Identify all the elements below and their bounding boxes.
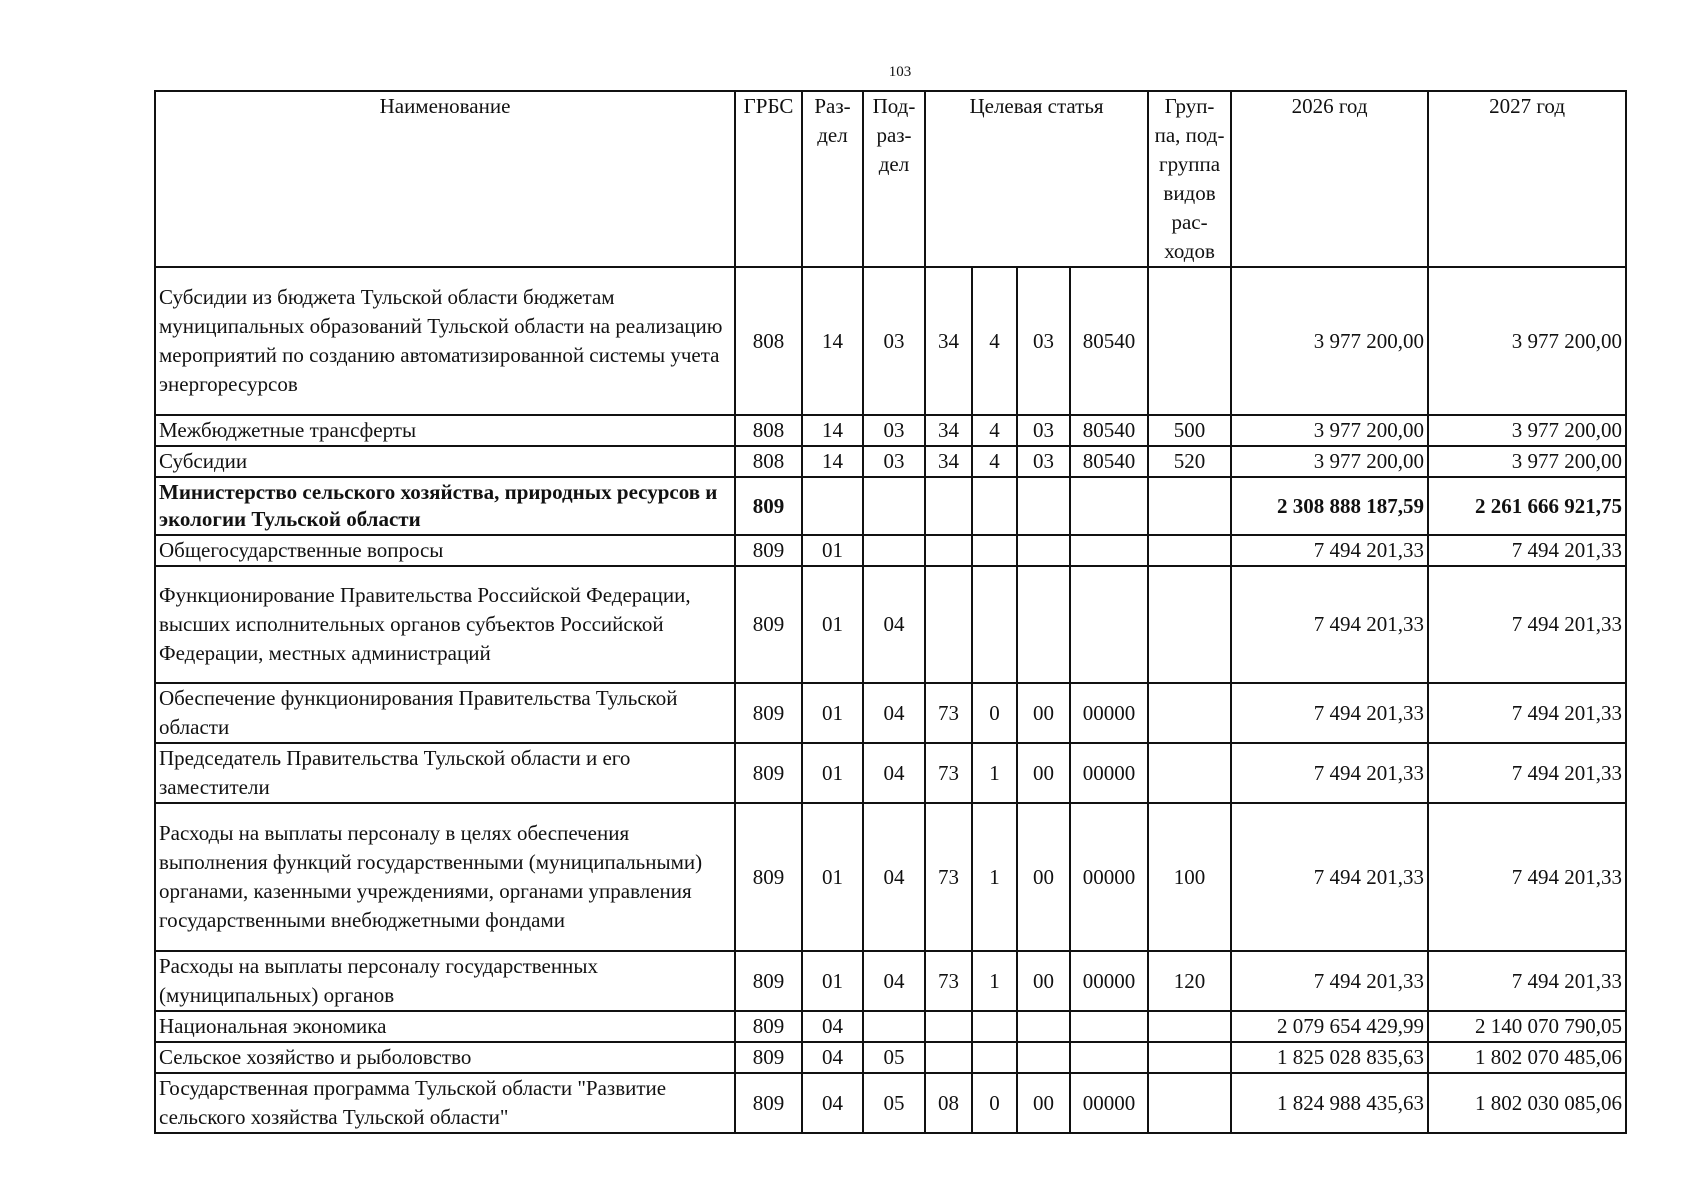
table-row xyxy=(155,951,1626,1011)
cell-vr: 520 xyxy=(1148,446,1231,477)
cell-rz: 01 xyxy=(802,566,863,683)
table-row xyxy=(155,415,1626,446)
cell-y2027: 7 494 201,33 xyxy=(1428,743,1626,803)
cell-cs4: 00000 xyxy=(1070,683,1148,743)
table-row xyxy=(155,477,1626,535)
cell-vr xyxy=(1148,743,1231,803)
cell-name: Общегосударственные вопросы xyxy=(155,535,735,566)
cell-y2027: 7 494 201,33 xyxy=(1428,951,1626,1011)
header-2026-text: 2026 год xyxy=(1291,94,1368,118)
cell-y2026: 7 494 201,33 xyxy=(1231,566,1428,683)
cell-grbs: 809 xyxy=(735,1073,802,1133)
table-row xyxy=(155,267,1626,415)
cell-grbs: 809 xyxy=(735,1011,802,1042)
cell-cs3: 00 xyxy=(1017,743,1070,803)
cell-cs2: 4 xyxy=(972,446,1017,477)
cell-cs1: 34 xyxy=(925,446,972,477)
cell-cs1: 73 xyxy=(925,743,972,803)
cell-cs2 xyxy=(972,477,1017,535)
cell-y2026: 3 977 200,00 xyxy=(1231,446,1428,477)
cell-name: Обеспечение функционирования Правительства Тульской области xyxy=(155,683,735,743)
cell-y2026: 2 308 888 187,59 xyxy=(1231,477,1428,535)
cell-y2026: 1 825 028 835,63 xyxy=(1231,1042,1428,1073)
cell-vr: 500 xyxy=(1148,415,1231,446)
cell-vr xyxy=(1148,267,1231,415)
cell-cs4 xyxy=(1070,1042,1148,1073)
cell-cs2: 1 xyxy=(972,743,1017,803)
header-grbs xyxy=(735,91,802,267)
cell-rz: 14 xyxy=(802,415,863,446)
cell-grbs: 809 xyxy=(735,1042,802,1073)
cell-rz: 01 xyxy=(802,683,863,743)
cell-vr xyxy=(1148,535,1231,566)
cell-cs2: 0 xyxy=(972,1073,1017,1133)
header-podrazdel xyxy=(863,91,925,267)
cell-cs2 xyxy=(972,1011,1017,1042)
cell-cs1: 73 xyxy=(925,683,972,743)
cell-name: Сельское хозяйство и рыболовство xyxy=(155,1042,735,1073)
cell-pr: 03 xyxy=(863,415,925,446)
cell-rz: 01 xyxy=(802,951,863,1011)
cell-rz: 14 xyxy=(802,446,863,477)
cell-pr xyxy=(863,477,925,535)
cell-cs4: 80540 xyxy=(1070,415,1148,446)
header-name xyxy=(155,91,735,267)
table-row xyxy=(155,566,1626,683)
table-row xyxy=(155,803,1626,951)
table-row xyxy=(155,1011,1626,1042)
header-grbs-text: ГРБС xyxy=(743,94,794,118)
table-body xyxy=(155,267,1626,1133)
cell-cs3: 03 xyxy=(1017,267,1070,415)
cell-pr: 04 xyxy=(863,743,925,803)
table-row xyxy=(155,743,1626,803)
cell-y2026: 1 824 988 435,63 xyxy=(1231,1073,1428,1133)
cell-y2027: 2 261 666 921,75 xyxy=(1428,477,1626,535)
cell-rz: 04 xyxy=(802,1011,863,1042)
cell-cs1: 08 xyxy=(925,1073,972,1133)
cell-rz: 04 xyxy=(802,1042,863,1073)
cell-grbs: 809 xyxy=(735,803,802,951)
cell-cs1 xyxy=(925,1042,972,1073)
cell-y2027: 7 494 201,33 xyxy=(1428,566,1626,683)
cell-cs1: 73 xyxy=(925,803,972,951)
cell-y2026: 3 977 200,00 xyxy=(1231,415,1428,446)
cell-grbs: 809 xyxy=(735,743,802,803)
cell-y2026: 3 977 200,00 xyxy=(1231,267,1428,415)
header-celevaya xyxy=(925,91,1148,267)
header-podrazdel-text: Под- раз- дел xyxy=(872,94,916,176)
cell-cs1 xyxy=(925,535,972,566)
cell-cs1: 73 xyxy=(925,951,972,1011)
cell-pr: 04 xyxy=(863,566,925,683)
cell-pr xyxy=(863,535,925,566)
cell-cs4 xyxy=(1070,566,1148,683)
cell-cs4 xyxy=(1070,535,1148,566)
cell-y2026: 7 494 201,33 xyxy=(1231,683,1428,743)
cell-cs3 xyxy=(1017,1042,1070,1073)
cell-cs3: 00 xyxy=(1017,1073,1070,1133)
header-name-text: Наименование xyxy=(379,94,511,118)
cell-y2027: 7 494 201,33 xyxy=(1428,683,1626,743)
header-razdel xyxy=(802,91,863,267)
table-row xyxy=(155,1042,1626,1073)
cell-cs3 xyxy=(1017,1011,1070,1042)
cell-rz: 01 xyxy=(802,535,863,566)
cell-cs1 xyxy=(925,477,972,535)
cell-cs1: 34 xyxy=(925,267,972,415)
header-2027-text: 2027 год xyxy=(1489,94,1565,118)
cell-cs4: 80540 xyxy=(1070,446,1148,477)
cell-pr: 03 xyxy=(863,446,925,477)
table-row xyxy=(155,683,1626,743)
cell-rz: 04 xyxy=(802,1073,863,1133)
cell-grbs: 809 xyxy=(735,683,802,743)
cell-y2027: 7 494 201,33 xyxy=(1428,803,1626,951)
table-row xyxy=(155,1073,1626,1133)
cell-cs1: 34 xyxy=(925,415,972,446)
cell-cs3 xyxy=(1017,566,1070,683)
cell-grbs: 808 xyxy=(735,446,802,477)
cell-cs2 xyxy=(972,535,1017,566)
cell-grbs: 808 xyxy=(735,267,802,415)
cell-grbs: 809 xyxy=(735,535,802,566)
cell-cs1 xyxy=(925,566,972,683)
cell-cs2: 1 xyxy=(972,951,1017,1011)
cell-cs4: 00000 xyxy=(1070,743,1148,803)
cell-rz xyxy=(802,477,863,535)
cell-y2027: 3 977 200,00 xyxy=(1428,415,1626,446)
cell-cs3: 03 xyxy=(1017,415,1070,446)
header-2027 xyxy=(1428,91,1626,267)
cell-cs3 xyxy=(1017,535,1070,566)
cell-cs4: 80540 xyxy=(1070,267,1148,415)
cell-name: Межбюджетные трансферты xyxy=(155,415,735,446)
cell-cs3: 03 xyxy=(1017,446,1070,477)
cell-name: Субсидии из бюджета Тульской области бюджетам муниципальных образований Тульской области на реализацию мероприятий по созданию автоматизированной системы учета энергоресурсов xyxy=(155,267,735,415)
cell-name: Министерство сельского хозяйства, природных ресурсов и экологии Тульской области xyxy=(155,477,735,535)
cell-cs2: 4 xyxy=(972,267,1017,415)
cell-cs4 xyxy=(1070,477,1148,535)
cell-rz: 01 xyxy=(802,803,863,951)
cell-name: Расходы на выплаты персоналу в целях обеспечения выполнения функций государственными (муниципальными) органами, казенными учреждениями, органами управления государственными внебюджетными фондами xyxy=(155,803,735,951)
budget-table xyxy=(154,90,1627,1134)
cell-cs4: 00000 xyxy=(1070,803,1148,951)
cell-name: Государственная программа Тульской области "Развитие сельского хозяйства Тульской области" xyxy=(155,1073,735,1133)
cell-cs2: 1 xyxy=(972,803,1017,951)
cell-grbs: 808 xyxy=(735,415,802,446)
cell-rz: 01 xyxy=(802,743,863,803)
cell-y2027: 2 140 070 790,05 xyxy=(1428,1011,1626,1042)
page-number: 103 xyxy=(888,64,912,80)
cell-name: Национальная экономика xyxy=(155,1011,735,1042)
cell-y2027: 3 977 200,00 xyxy=(1428,446,1626,477)
cell-y2027: 1 802 030 085,06 xyxy=(1428,1073,1626,1133)
cell-rz: 14 xyxy=(802,267,863,415)
table-row xyxy=(155,446,1626,477)
cell-vr: 120 xyxy=(1148,951,1231,1011)
cell-name: Председатель Правительства Тульской области и его заместители xyxy=(155,743,735,803)
cell-cs3 xyxy=(1017,477,1070,535)
cell-cs2 xyxy=(972,566,1017,683)
cell-pr: 04 xyxy=(863,803,925,951)
header-group-text: Груп- па, под- группа видов рас- ходов xyxy=(1154,94,1225,263)
header-celevaya-text: Целевая статья xyxy=(969,94,1104,118)
cell-vr xyxy=(1148,1073,1231,1133)
cell-grbs: 809 xyxy=(735,951,802,1011)
cell-cs2 xyxy=(972,1042,1017,1073)
cell-name: Функционирование Правительства Российской Федерации, высших исполнительных органов субъектов Российской Федерации, местных администраций xyxy=(155,566,735,683)
cell-pr: 05 xyxy=(863,1073,925,1133)
cell-vr xyxy=(1148,1042,1231,1073)
cell-pr: 05 xyxy=(863,1042,925,1073)
cell-y2027: 7 494 201,33 xyxy=(1428,535,1626,566)
header-row xyxy=(155,91,1626,267)
cell-cs1 xyxy=(925,1011,972,1042)
header-razdel-text: Раз- дел xyxy=(814,94,851,147)
cell-grbs: 809 xyxy=(735,477,802,535)
table-row xyxy=(155,535,1626,566)
cell-name: Расходы на выплаты персоналу государственных (муниципальных) органов xyxy=(155,951,735,1011)
header-2026 xyxy=(1231,91,1428,267)
cell-vr xyxy=(1148,566,1231,683)
cell-grbs: 809 xyxy=(735,566,802,683)
cell-cs3: 00 xyxy=(1017,951,1070,1011)
cell-y2026: 7 494 201,33 xyxy=(1231,535,1428,566)
cell-cs2: 0 xyxy=(972,683,1017,743)
cell-pr: 04 xyxy=(863,683,925,743)
cell-y2026: 7 494 201,33 xyxy=(1231,803,1428,951)
cell-cs4 xyxy=(1070,1011,1148,1042)
cell-vr xyxy=(1148,1011,1231,1042)
cell-y2027: 1 802 070 485,06 xyxy=(1428,1042,1626,1073)
cell-vr xyxy=(1148,683,1231,743)
cell-y2026: 7 494 201,33 xyxy=(1231,743,1428,803)
cell-pr xyxy=(863,1011,925,1042)
cell-cs3: 00 xyxy=(1017,803,1070,951)
cell-cs4: 00000 xyxy=(1070,1073,1148,1133)
cell-y2026: 2 079 654 429,99 xyxy=(1231,1011,1428,1042)
cell-pr: 03 xyxy=(863,267,925,415)
cell-vr xyxy=(1148,477,1231,535)
cell-name: Субсидии xyxy=(155,446,735,477)
cell-cs4: 00000 xyxy=(1070,951,1148,1011)
cell-vr: 100 xyxy=(1148,803,1231,951)
cell-cs2: 4 xyxy=(972,415,1017,446)
cell-cs3: 00 xyxy=(1017,683,1070,743)
cell-pr: 04 xyxy=(863,951,925,1011)
cell-y2027: 3 977 200,00 xyxy=(1428,267,1626,415)
cell-y2026: 7 494 201,33 xyxy=(1231,951,1428,1011)
header-group xyxy=(1148,91,1231,267)
